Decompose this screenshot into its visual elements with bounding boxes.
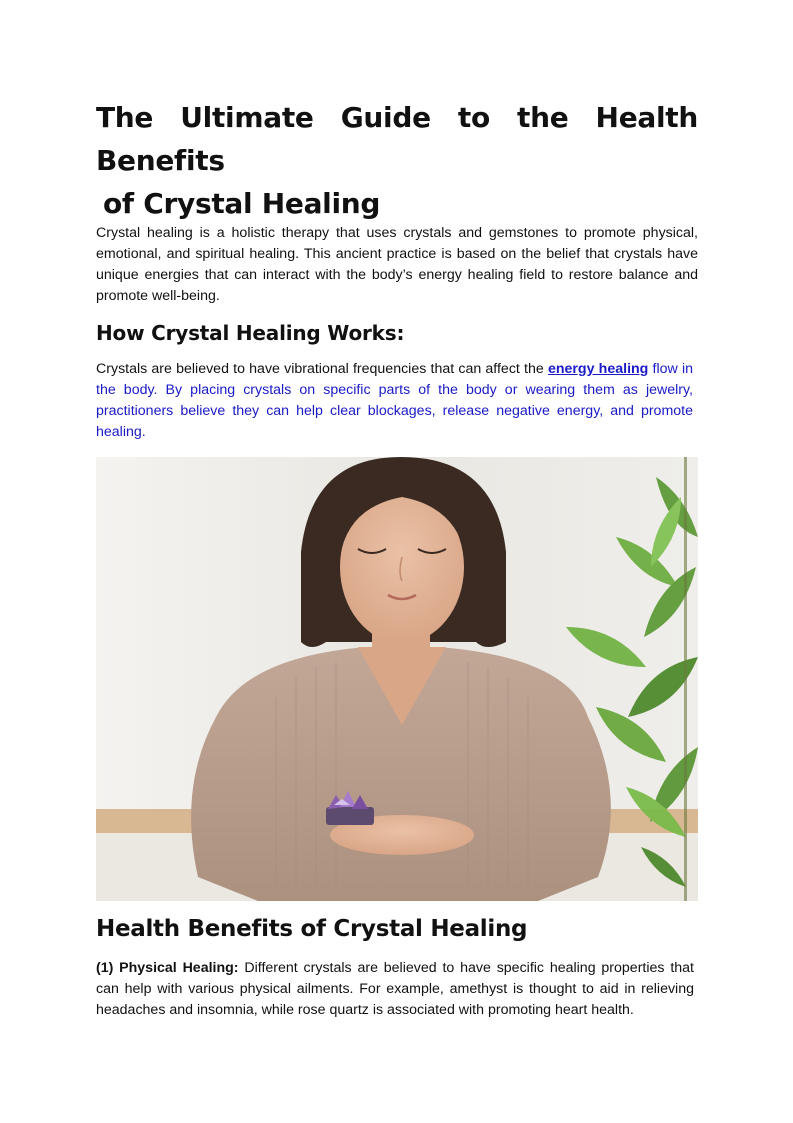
- intro-paragraph: Crystal healing is a holistic therapy that uses crystals and gemstones to promote physical, emotional, and spiritual healing. This ancient practice is based on the belief that crystals have unique energies that can interact with the body’s energy healing field to restore balance and promote well-being.: [96, 225, 698, 304]
- physical-healing-text: Different crystals are believed to have specific healing properties that can help with various physical ailments. For example, amethyst is thought to aid in relieving headaches and insomnia, while rose quartz is associated with promoting heart health.: [96, 960, 694, 1018]
- page-title: [96, 96, 698, 225]
- energy-healing-link[interactable]: energy healing: [547, 361, 649, 377]
- title-line-1: The Ultimate Guide to the Health Benefits: [96, 101, 698, 177]
- how-it-works-paragraph: [96, 359, 693, 443]
- works-text-before: Crystals are believed to have vibrational frequencies that can affect the: [96, 361, 548, 377]
- works-text-after: flow in the body. By placing crystals on specific parts of the body or wearing them as jewelry, practitioners believe they can help clear blockages, release negative energy, and promote healing.: [96, 361, 693, 440]
- title-line-2: of Crystal Healing: [103, 187, 381, 220]
- physical-healing-label: (1) Physical Healing:: [96, 960, 239, 976]
- health-benefits-heading: Health Benefits of Crystal Healing: [96, 916, 528, 942]
- physical-healing-paragraph: [96, 958, 694, 1021]
- how-it-works-heading: How Crystal Healing Works:: [96, 321, 405, 345]
- meditation-photo: [96, 457, 698, 901]
